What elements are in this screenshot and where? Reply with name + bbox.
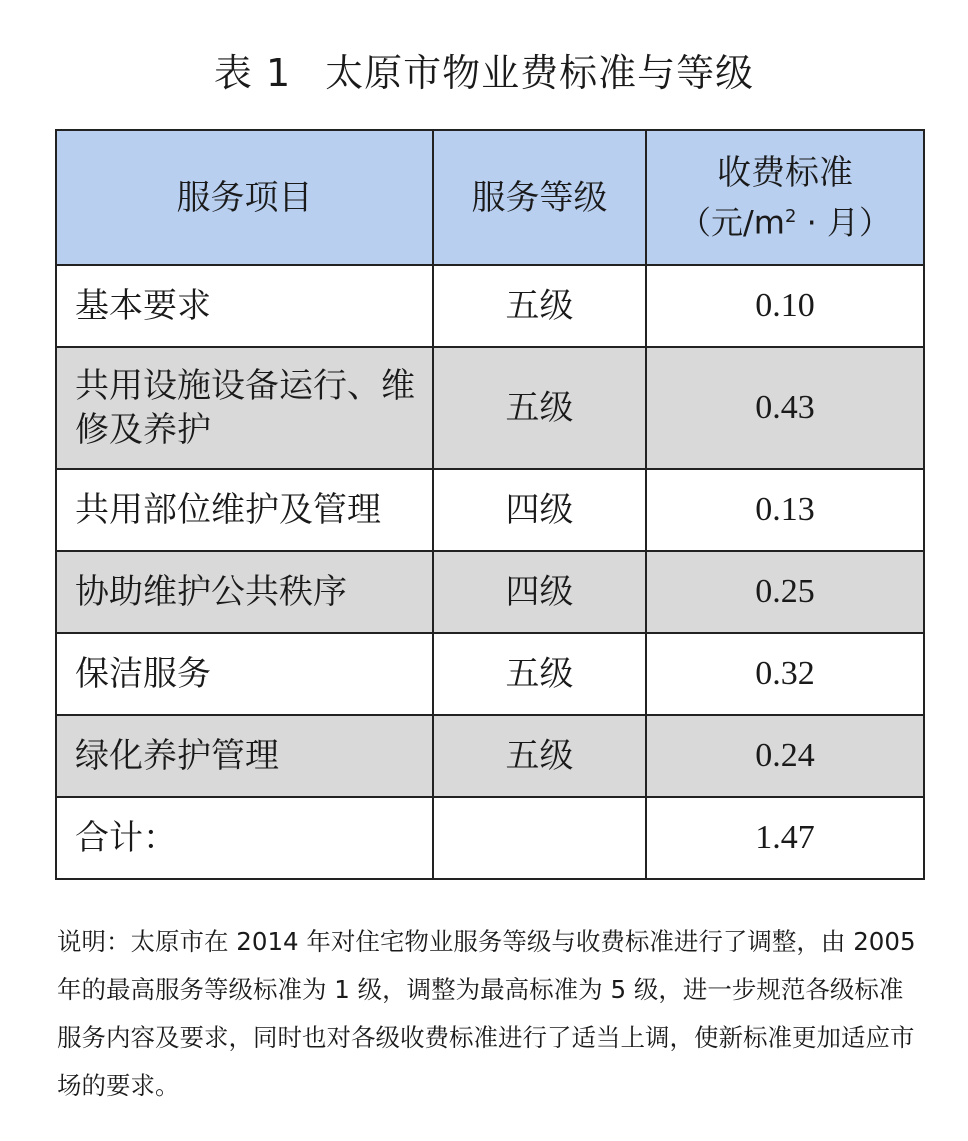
cell-fee: 0.43 [646, 347, 924, 469]
cell-fee: 0.24 [646, 715, 924, 797]
header-row [56, 130, 924, 265]
header-fee-unit-open: （元/m [679, 203, 785, 242]
cell-grade: 五级 [433, 265, 646, 347]
table-row [56, 265, 924, 347]
cell-grade: 五级 [433, 633, 646, 715]
table-row [56, 347, 924, 469]
cell-grade: 五级 [433, 715, 646, 797]
header-fee-unit-sup: 2 [784, 205, 797, 227]
total-grade [433, 797, 646, 879]
header-fee-label: 收费标准 [717, 152, 853, 193]
fee-table [55, 129, 925, 880]
cell-fee: 0.10 [646, 265, 924, 347]
header-grade: 服务等级 [433, 130, 646, 265]
header-item: 服务项目 [56, 130, 433, 265]
table-title-text: 太原市物业费标准与等级 [325, 51, 755, 95]
table-row [56, 469, 924, 551]
header-fee-unit [647, 195, 923, 245]
header-fee-unit-close: · 月） [796, 203, 891, 242]
cell-item: 基本要求 [56, 265, 433, 347]
cell-item: 绿化养护管理 [56, 715, 433, 797]
cell-fee: 0.32 [646, 633, 924, 715]
table-number: 表 1 [213, 51, 292, 95]
total-row [56, 797, 924, 879]
table-row [56, 551, 924, 633]
header-fee [646, 130, 924, 265]
total-fee: 1.47 [646, 797, 924, 879]
table-row [56, 715, 924, 797]
cell-grade: 四级 [433, 469, 646, 551]
total-label: 合计： [56, 797, 433, 879]
cell-fee: 0.25 [646, 551, 924, 633]
cell-grade: 四级 [433, 551, 646, 633]
table-note: 说明：太原市在 2014 年对住宅物业服务等级与收费标准进行了调整，由 2005 年的最高服务等级标准为 1 级，调整为最高标准为 5 级，进一步规范各级标准服务内容及要求，同时也对各级收费标准进行了适当上调，使新标准更加适应市场的要求。 [57, 927, 916, 1100]
cell-item: 保洁服务 [56, 633, 433, 715]
cell-item: 共用部位维护及管理 [56, 469, 433, 551]
table-row [56, 633, 924, 715]
table-title [0, 48, 968, 98]
cell-item: 协助维护公共秩序 [56, 551, 433, 633]
cell-grade: 五级 [433, 347, 646, 469]
cell-item: 共用设施设备运行、维修及养护 [56, 347, 433, 469]
cell-fee: 0.13 [646, 469, 924, 551]
